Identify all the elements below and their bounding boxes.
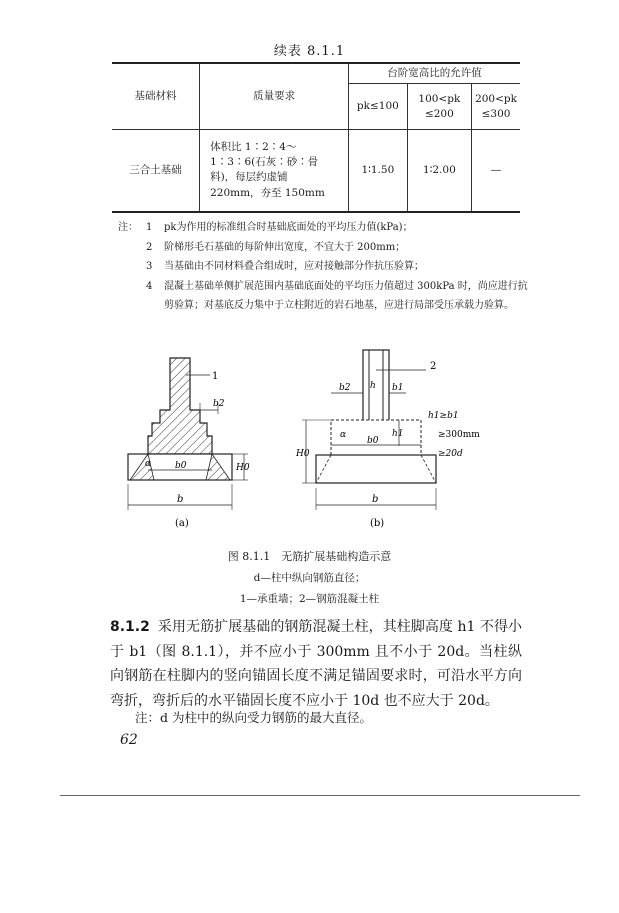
label-b2-b: b2: [339, 383, 351, 393]
header-material: 基础材料: [112, 63, 200, 130]
label-b0-a: b0: [175, 461, 187, 471]
foundation-base-b: [316, 455, 436, 483]
page-number: 62: [120, 732, 138, 748]
row-quality: 体积比 1∶2∶4～1∶3∶6(石灰∶砂∶骨料)，每层约虚铺 220mm，夯至 150mm: [200, 130, 349, 212]
cond-1: h1≥b1: [428, 411, 459, 421]
label-b1-b: b1: [392, 383, 404, 393]
section-number: 8.1.2: [110, 619, 150, 635]
header-col2-line1: 100<pk: [418, 92, 461, 105]
note-text: pk为作用的标准组合时基础底面处的平均压力值(kPa)；: [164, 222, 413, 233]
note-number: 4: [146, 280, 153, 292]
column: [363, 350, 389, 424]
wall-body: [148, 358, 212, 454]
sub-label-b: (b): [370, 518, 385, 529]
label-b-a: b: [177, 494, 184, 505]
note-text: 当基础由不同材料叠合组成时，应对接触部分作抗压验算；: [164, 261, 424, 272]
header-col1: pk≤100: [349, 84, 408, 130]
figure-caption: 图 8.1.1 无筋扩展基础构造示意: [227, 550, 392, 563]
cond-3: ≥20d: [438, 449, 463, 459]
label-b2-a: b2: [213, 399, 225, 409]
header-col3-line1: 200<pk: [475, 92, 517, 105]
note-number: 1: [146, 222, 153, 233]
label-2: 2: [430, 361, 437, 372]
row-v2: 1∶2.00: [407, 130, 471, 212]
cond-2: ≥300mm: [438, 430, 480, 440]
header-col3-line2: ≤300: [481, 107, 511, 120]
table-title: 续表 8.1.1: [273, 44, 346, 59]
label-1: 1: [212, 371, 219, 382]
label-h1-b: h1: [392, 429, 404, 439]
row-material: 三合土基础: [112, 130, 200, 212]
diagram-a: [128, 358, 250, 529]
clause-note: 注：d 为柱中的纵向受力钢筋的最大直径。: [135, 710, 372, 725]
label-h-b: h: [370, 381, 376, 391]
label-H0-a: H0: [236, 463, 250, 473]
header-ratio-group: 台阶宽高比的允许值: [349, 63, 520, 84]
note-number: 3: [146, 261, 153, 272]
label-alpha-b: α: [340, 430, 347, 440]
row-v3: —: [472, 130, 520, 212]
header-quality: 质量要求: [200, 63, 349, 130]
label-b-b: b: [372, 494, 379, 505]
notes-label: 注：: [118, 222, 138, 233]
bottom-rule: [60, 795, 580, 796]
clause-8-1-2: [110, 615, 522, 713]
row-v1: 1∶1.50: [349, 130, 408, 212]
figure-legend-2: 1—承重墙；2—钢筋混凝土柱: [239, 593, 380, 605]
note-number: 2: [146, 241, 153, 253]
clause-text: 采用无筋扩展基础的钢筋混凝土柱，其柱脚高度 h1 不得小于 b1（图 8.1.1），并不应小于 300mm 且不小于 20d。当柱纵向钢筋在柱脚内的竖向锚固长度不满足锚固要求时，可沿水平方向弯折，弯折后的水平锚固长度不应小于 10d 也不应大于 20d。: [110, 619, 522, 709]
figure-legend-1: d—柱中纵向钢筋直径；: [253, 572, 366, 584]
sub-label-a: (a): [175, 518, 189, 529]
label-H0-b: H0: [296, 449, 310, 459]
note-text: 混凝土基础单侧扩展范围内基础底面处的平均压力值超过 300kPa 时，尚应进行抗剪验算；对基底反力集中于立柱附近的岩石地基，应进行局部受压承载力验算。: [164, 280, 528, 311]
diagram-b: [295, 350, 480, 529]
header-col2-line2: ≤200: [424, 107, 454, 120]
label-alpha-a: α: [145, 459, 152, 469]
label-b0-b: b0: [367, 436, 379, 446]
note-text: 阶梯形毛石基础的每阶伸出宽度，不宜大于 200mm；: [164, 241, 406, 253]
